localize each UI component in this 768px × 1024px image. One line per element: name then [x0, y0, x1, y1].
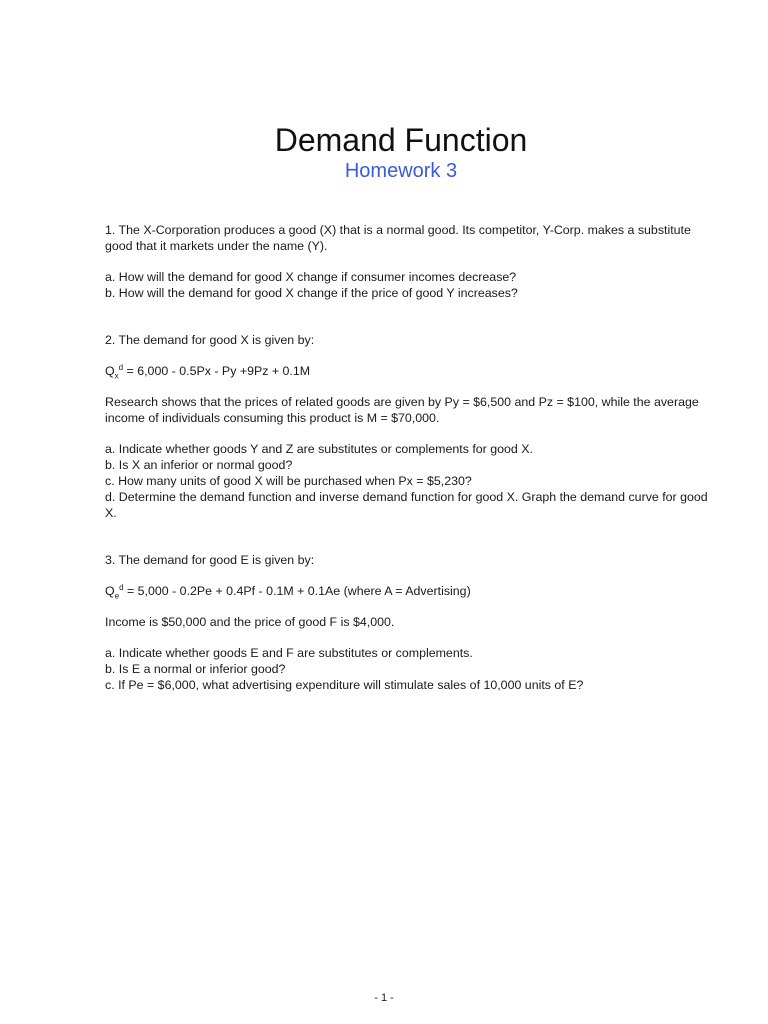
q2-eq-sup: d — [118, 362, 124, 372]
q2-part-c: c. How many units of good X will be purchased when Px = $5,230? — [105, 474, 472, 488]
q2-intro: 2. The demand for good X is given by: — [105, 333, 315, 347]
q1-part-b: b. How will the demand for good X change if the price of good Y increases? — [105, 286, 518, 300]
q3-intro: 3. The demand for good E is given by: — [105, 553, 315, 567]
q3-eq-rest: = 5,000 - 0.2Pe + 0.4Pf - 0.1M + 0.1Ae (where A = Advertising) — [123, 584, 471, 598]
q1-part-a: a. How will the demand for good X change if consumer incomes decrease? — [105, 270, 517, 284]
q2-part-a: a. Indicate whether goods Y and Z are substitutes or complements for good X. — [105, 442, 533, 456]
q3-part-c: c. If Pe = $6,000, what advertising expenditure will stimulate sales of 10,000 units of E? — [105, 678, 584, 692]
q3-part-a: a. Indicate whether goods E and F are substitutes or complements. — [105, 646, 473, 660]
page-subtitle: Homework 3 — [344, 160, 458, 182]
page-title: Demand Function — [274, 122, 528, 158]
q2-eq-sub: x — [114, 371, 119, 381]
q3-part-b: b. Is E a normal or inferior good? — [105, 662, 286, 676]
q2-part-b: b. Is X an inferior or normal good? — [105, 458, 293, 472]
q2-eq-q: Q — [105, 364, 115, 378]
q1-intro: 1. The X-Corporation produces a good (X) that is a normal good. Its competitor, Y-Corp. makes a substitute good that it markets under the name (Y). — [105, 223, 691, 253]
q2-research: Research shows that the prices of related goods are given by Py = $6,500 and Pz = $100, while the average income of individuals consuming this product is M = $70,000. — [105, 395, 699, 425]
page-number: - 1 - — [374, 992, 394, 1004]
q3-equation — [105, 583, 715, 599]
q3-income: Income is $50,000 and the price of good F is $4,000. — [105, 615, 395, 629]
q3-eq-q: Q — [105, 584, 115, 598]
document-body — [105, 222, 715, 693]
q3-eq-sub: e — [114, 591, 120, 601]
q2-eq-rest: = 6,000 - 0.5Px - Py +9Pz + 0.1M — [123, 364, 311, 378]
q3-eq-sup: d — [119, 582, 124, 592]
q2-part-d: d. Determine the demand function and inverse demand function for good X. Graph the demand curve for good X. — [105, 490, 708, 520]
q2-equation — [105, 363, 715, 379]
